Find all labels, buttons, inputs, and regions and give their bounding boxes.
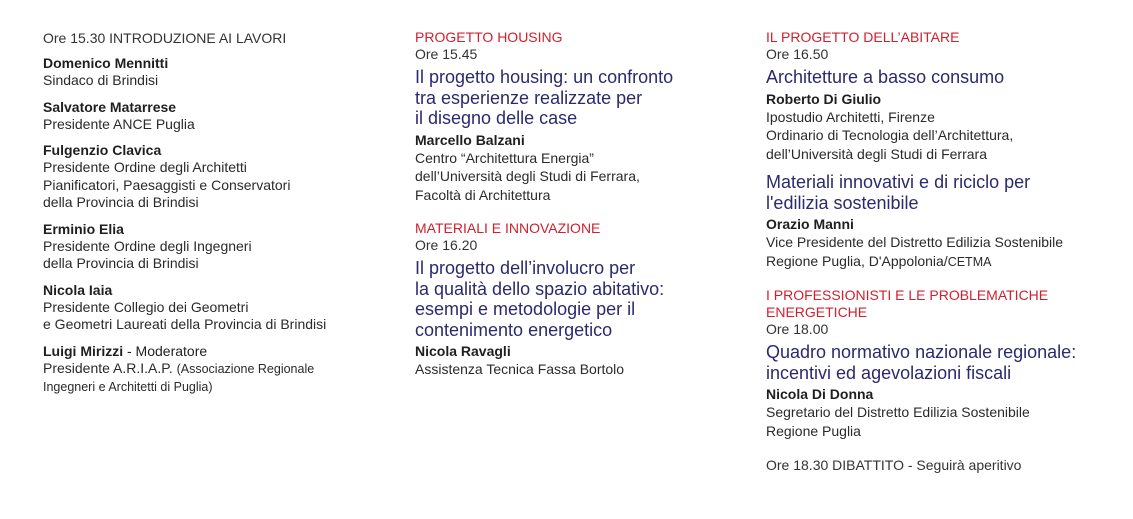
- program-section: [415, 220, 745, 379]
- speaker-entry: [43, 142, 383, 212]
- section-heading: IL PROGETTO DELL’ABITARE: [766, 29, 960, 45]
- talk-affiliation-org: CETMA: [947, 254, 992, 269]
- moderator-entry: [43, 343, 383, 397]
- speaker-role: Presidente Ordine degli Architetti Pianificatori, Paesaggisti e Conservatori della Provincia di Brindisi: [43, 159, 291, 210]
- moderator-role-detail: (Associazione Regionale Ingegneri e Architetti di Puglia): [43, 361, 315, 394]
- talk-affiliation-line: [766, 233, 1126, 271]
- talk-speaker: Nicola Ravagli: [415, 343, 511, 359]
- speaker-name: Domenico Mennitti: [43, 55, 169, 71]
- intro-time-heading: Ore 15.30 INTRODUZIONE AI LAVORI: [43, 30, 287, 46]
- talk-affiliation: Ipostudio Architetti, Firenze Ordinario di Tecnologia dell’Architettura, dell’Università degli Studi di Ferrara: [766, 108, 1014, 162]
- speaker-entry: [43, 55, 383, 90]
- talk-title: Il progetto housing: un confronto tra esperienze realizzate per il disegno delle case: [415, 67, 674, 128]
- speaker-name: Fulgenzio Clavica: [43, 142, 162, 158]
- program-section: [766, 287, 1126, 440]
- moderator-label: - Moderatore: [123, 342, 208, 359]
- talk-title: Materiali innovativi e di riciclo per l'edilizia sostenibile: [766, 172, 1031, 213]
- talk-affiliation: Centro “Architettura Energia” dell’Università degli Studi di Ferrara, Facoltà di Architettura: [415, 149, 640, 203]
- speaker-name: Erminio Elia: [43, 220, 124, 237]
- speaker-entry: [43, 99, 383, 134]
- talk-speaker: Orazio Manni: [766, 216, 854, 232]
- program-column-3: [766, 29, 1126, 474]
- speaker-entry: [43, 221, 383, 273]
- program-section: [415, 29, 745, 204]
- talk-title: Architetture a basso consumo: [766, 67, 1005, 87]
- section-time: Ore 18.00: [766, 321, 829, 337]
- speaker-name: Nicola Iaia: [43, 281, 113, 298]
- moderator-name-line: [43, 343, 383, 360]
- talk-speaker: Nicola Di Donna: [766, 386, 874, 402]
- talk-entry: [766, 67, 1126, 163]
- moderator-name: Luigi Mirizzi: [43, 342, 124, 359]
- section-heading: I PROFESSIONISTI E LE PROBLEMATICHE ENERGETICHE: [766, 287, 1049, 320]
- speaker-role: Presidente ANCE Puglia: [43, 115, 195, 132]
- speaker-role: Presidente Ordine degli Ingegneri della Provincia di Brindisi: [43, 237, 252, 271]
- talk-speaker: Marcello Balzani: [415, 131, 525, 148]
- section-heading: MATERIALI E INNOVAZIONE: [415, 220, 601, 236]
- closing-note: Ore 18.30 DIBATTITO - Seguirà aperitivo: [766, 457, 1022, 473]
- talk-speaker: Roberto Di Giulio: [766, 90, 882, 107]
- section-time: Ore 16.50: [766, 46, 829, 62]
- program-column-2: [415, 29, 745, 395]
- program-section: [766, 29, 1126, 271]
- talk-title: Quadro normativo nazionale regionale: incentivi ed agevolazioni fiscali: [766, 342, 1077, 383]
- talk-entry: [766, 172, 1126, 271]
- talk-entry: [766, 342, 1126, 440]
- talk-title: Il progetto dell’involucro per la qualità dello spazio abitativo: esempi e metodologie per il contenimento energetico: [415, 258, 665, 340]
- talk-affiliation: Assistenza Tecnica Fassa Bortolo: [415, 361, 625, 377]
- introduction-column: [43, 29, 383, 406]
- section-heading: PROGETTO HOUSING: [415, 29, 563, 45]
- speaker-role: Sindaco di Brindisi: [43, 72, 159, 88]
- speaker-role: Presidente Collegio dei Geometri e Geometri Laureati della Provincia di Brindisi: [43, 298, 327, 332]
- section-time: Ore 16.20: [415, 237, 478, 253]
- talk-affiliation: Vice Presidente del Distretto Edilizia Sostenibile Regione Puglia, D'Appolonia/: [766, 234, 1064, 269]
- talk-affiliation: Segretario del Distretto Edilizia Sostenibile Regione Puglia: [766, 404, 1030, 439]
- section-time: Ore 15.45: [415, 46, 478, 62]
- moderator-role: Presidente A.R.I.A.P.: [43, 359, 177, 376]
- speaker-entry: [43, 282, 383, 334]
- speaker-name: Salvatore Matarrese: [43, 98, 177, 115]
- moderator-role-line: [43, 360, 383, 397]
